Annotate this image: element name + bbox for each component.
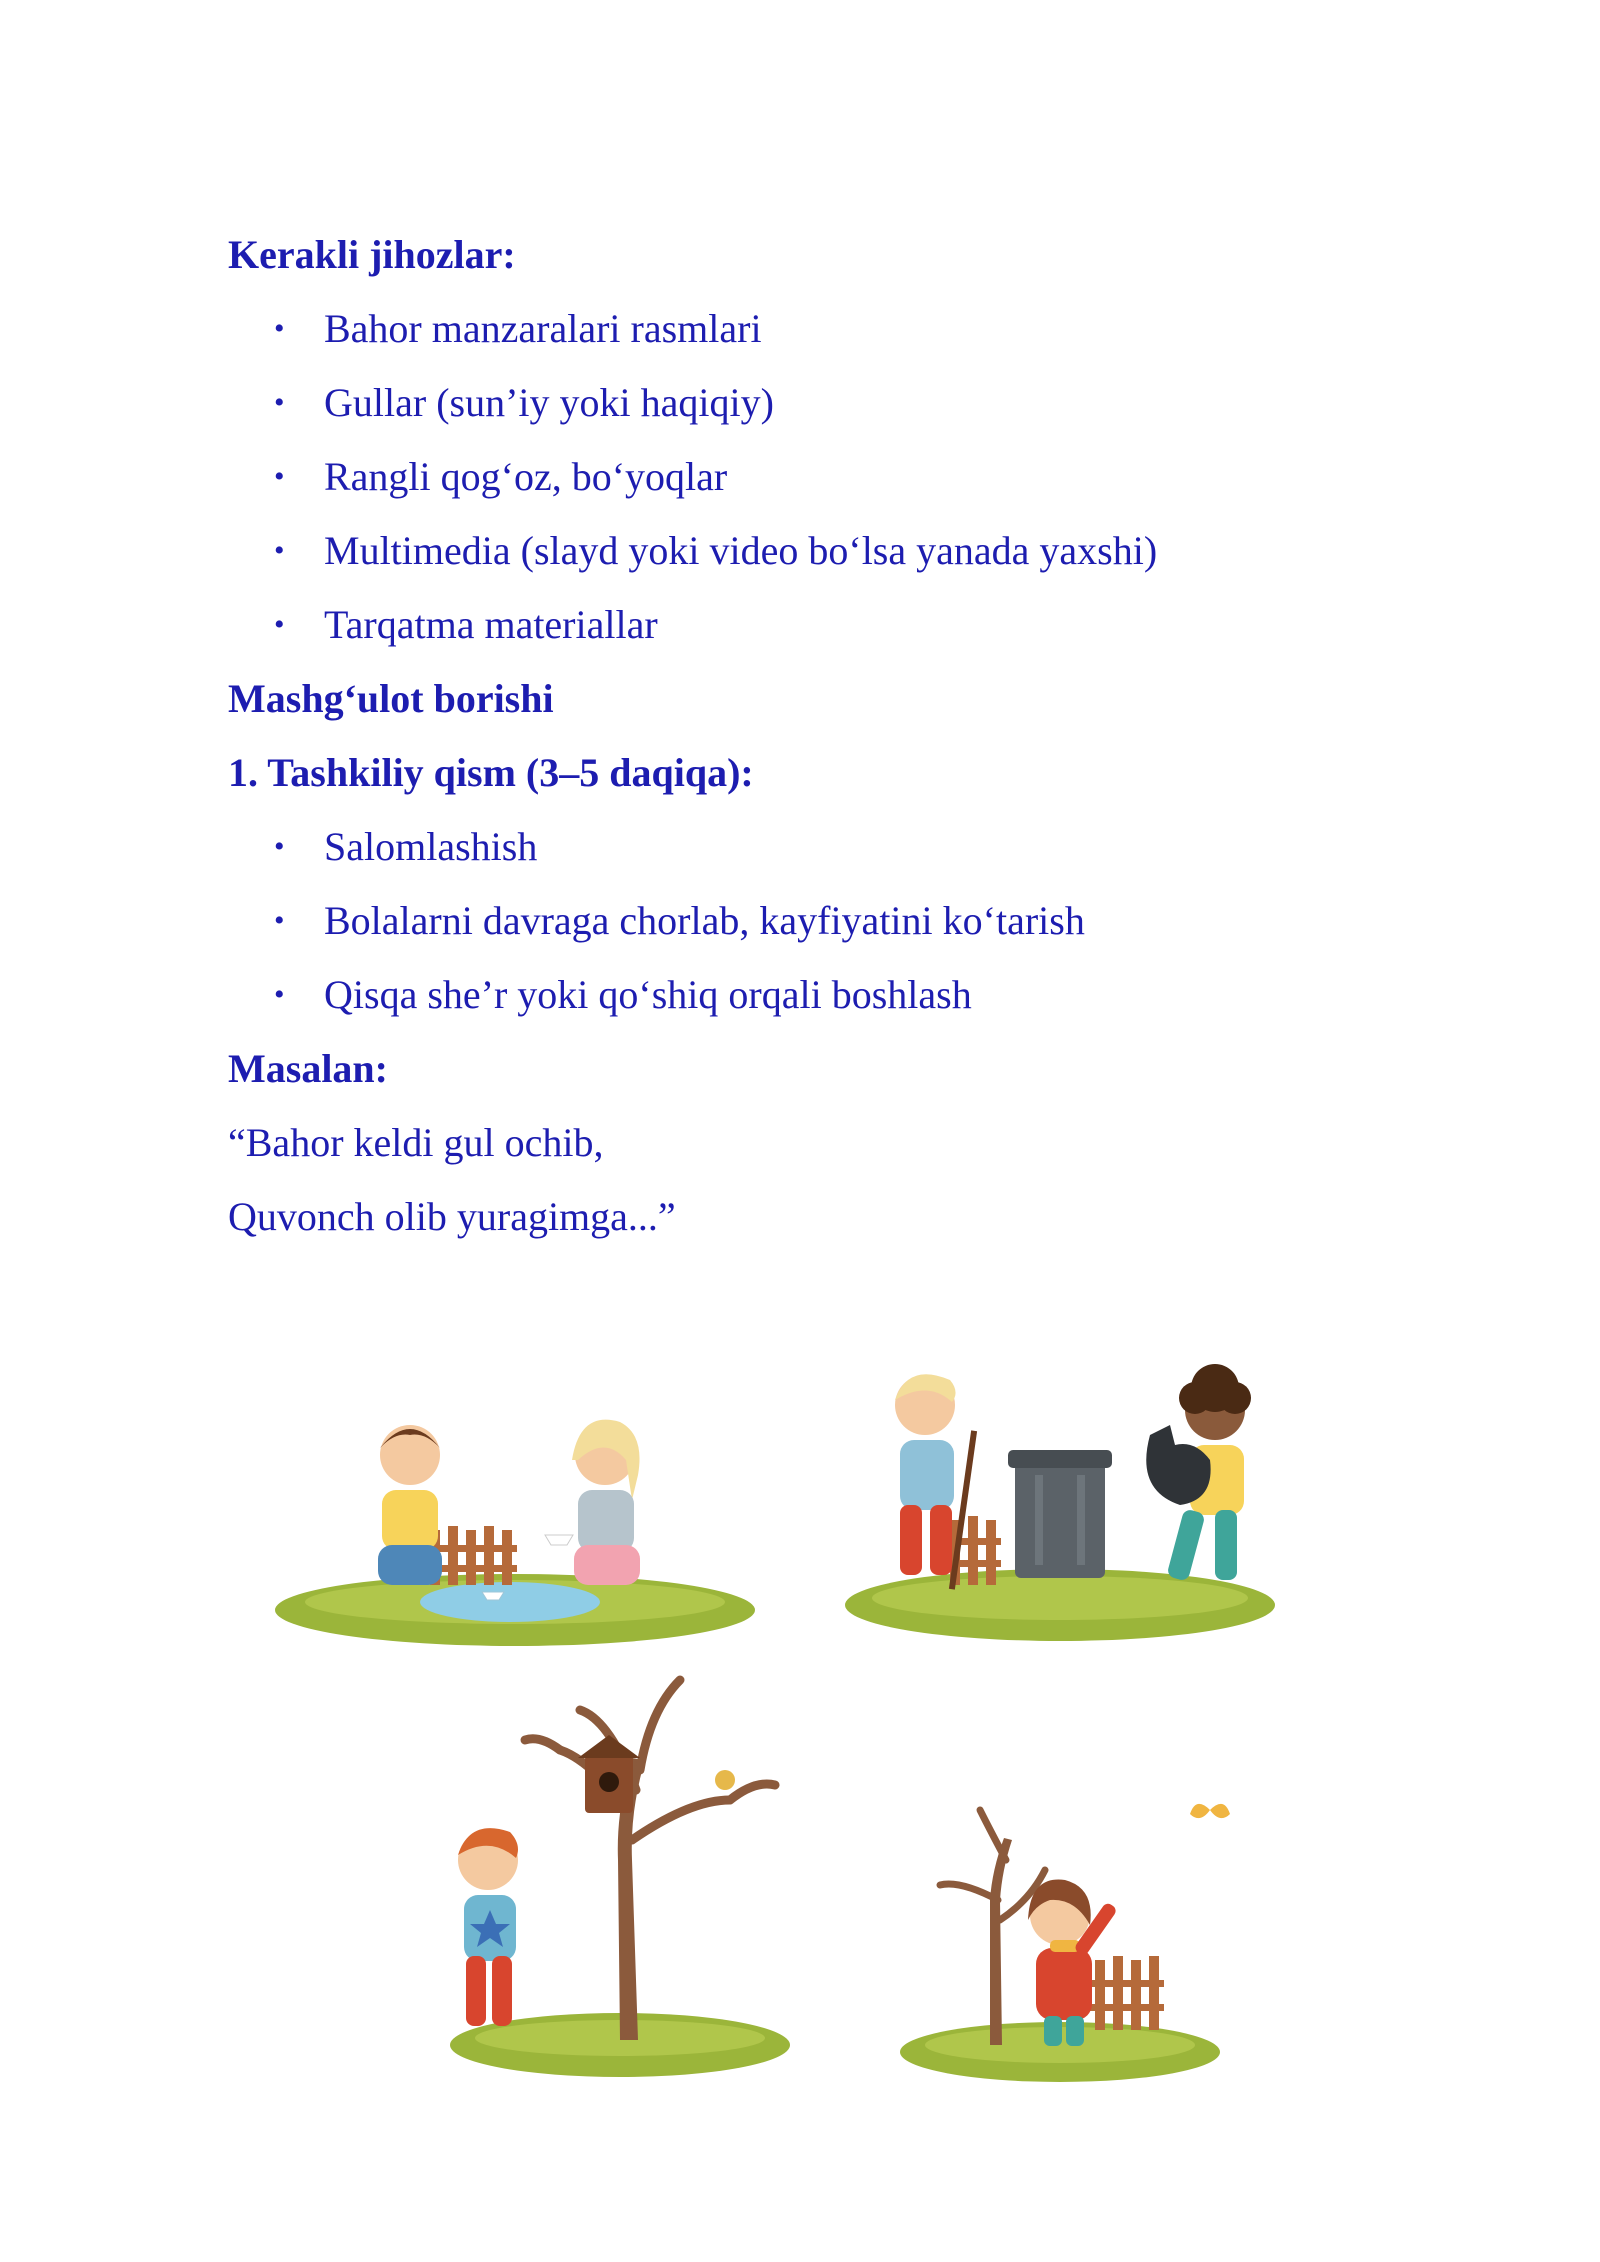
part1-list xyxy=(228,810,1388,1032)
list-item xyxy=(228,292,1388,366)
bullet-icon: • xyxy=(274,534,285,567)
girl-and-butterfly-illustration xyxy=(900,1804,1230,2082)
list-item xyxy=(228,884,1388,958)
bullet-icon: • xyxy=(274,904,285,937)
bullet-icon: • xyxy=(274,386,285,419)
lesson-heading: Mashg‘ulot borishi xyxy=(228,676,554,721)
list-item-text: Rangli qog‘oz, bo‘yoqlar xyxy=(324,454,728,499)
boy-and-birdhouse-illustration xyxy=(450,1680,790,2077)
list-item-text: Bahor manzaralari rasmlari xyxy=(324,306,762,351)
list-item-text: Multimedia (slayd yoki video bo‘lsa yanada yaxshi) xyxy=(324,528,1158,573)
poem-line-2: Quvonch olib yuragimga...” xyxy=(228,1194,676,1239)
bullet-icon: • xyxy=(274,978,285,1011)
equipment-heading: Kerakli jihozlar: xyxy=(228,232,516,277)
list-item xyxy=(228,366,1388,440)
kids-by-pond-illustration xyxy=(275,1420,755,1646)
list-item xyxy=(228,588,1388,662)
list-item-text: Bolalarni davraga chorlab, kayfiyatini ko‘tarish xyxy=(324,898,1085,943)
text-content xyxy=(228,218,1388,1254)
list-item xyxy=(228,514,1388,588)
list-item xyxy=(228,810,1388,884)
bullet-icon: • xyxy=(274,830,285,863)
list-item xyxy=(228,958,1388,1032)
poem-line-1: “Bahor keldi gul ochib, xyxy=(228,1120,604,1165)
part1-heading: 1. Tashkiliy qism (3–5 daqiqa): xyxy=(228,750,754,795)
list-item-text: Gullar (sun’iy yoki haqiqiy) xyxy=(324,380,774,425)
bullet-icon: • xyxy=(274,608,285,641)
list-item-text: Tarqatma materiallar xyxy=(324,602,658,647)
list-item-text: Qisqa she’r yoki qo‘shiq orqali boshlash xyxy=(324,972,972,1017)
list-item-text: Salomlashish xyxy=(324,824,538,869)
bullet-icon: • xyxy=(274,460,285,493)
kids-cleaning-illustration xyxy=(845,1364,1275,1641)
equipment-list xyxy=(228,292,1388,662)
spring-illustrations xyxy=(260,1340,1300,2120)
bullet-icon: • xyxy=(274,312,285,345)
example-heading: Masalan: xyxy=(228,1046,388,1091)
list-item xyxy=(228,440,1388,514)
